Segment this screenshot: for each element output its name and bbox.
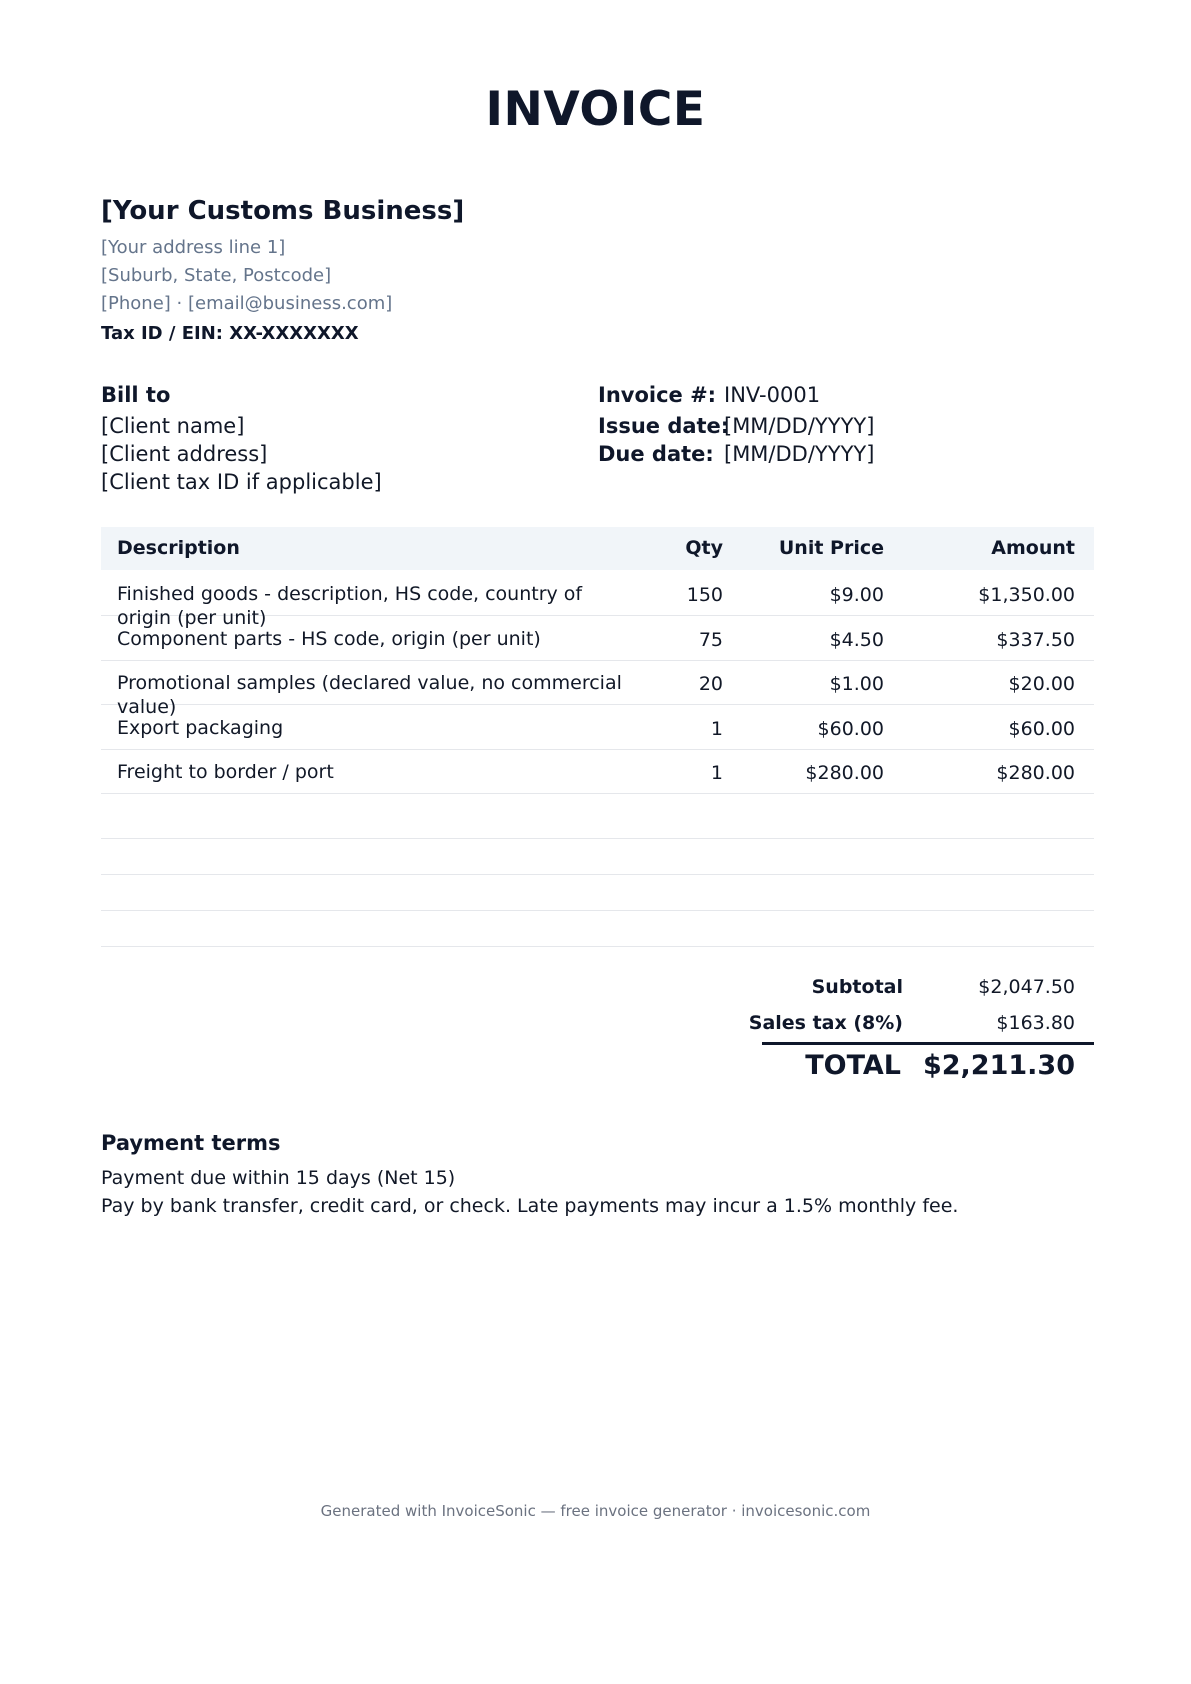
table-row [101, 660, 1094, 718]
row-amount: $60.00 [1008, 718, 1075, 740]
invoice-title: INVOICE [485, 82, 706, 137]
invoice-number-label: Invoice #: [598, 383, 717, 407]
header-unit-price: Unit Price [778, 537, 884, 559]
payment-terms-heading: Payment terms [101, 1131, 281, 1155]
row-qty: 1 [710, 762, 723, 784]
totals-divider [762, 1042, 1094, 1045]
tax-label: Sales tax (8%) [748, 1012, 903, 1034]
issue-date-value: [MM/DD/YYYY] [724, 414, 875, 438]
empty-table-row [101, 794, 1094, 839]
row-description: Promotional samples (declared value, no commercial value) [117, 672, 622, 718]
client-name: [Client name] [101, 414, 245, 438]
table-row [101, 749, 1094, 794]
row-unit-price: $1.00 [829, 673, 884, 695]
row-qty: 20 [698, 673, 723, 695]
client-tax-id: [Client tax ID if applicable] [101, 470, 382, 494]
table-row [101, 571, 1094, 629]
tax-value: $163.80 [996, 1012, 1075, 1034]
items-table-header [101, 527, 1094, 570]
row-amount: $280.00 [996, 762, 1075, 784]
issue-date-label: Issue date: [598, 414, 730, 438]
table-row [101, 616, 1094, 661]
payment-terms-line-1: Payment due within 15 days (Net 15) [101, 1167, 456, 1189]
empty-table-row [101, 839, 1094, 875]
header-amount: Amount [991, 537, 1075, 559]
row-unit-price: $60.00 [817, 718, 884, 740]
due-date-label: Due date: [598, 442, 714, 466]
row-amount: $20.00 [1008, 673, 1075, 695]
row-amount: $337.50 [996, 629, 1075, 651]
subtotal-value: $2,047.50 [978, 976, 1075, 998]
row-description: Finished goods - description, HS code, country of origin (per unit) [117, 583, 583, 629]
due-date-value: [MM/DD/YYYY] [724, 442, 875, 466]
row-description: Export packaging [117, 717, 284, 739]
row-amount: $1,350.00 [978, 584, 1075, 606]
empty-table-row [101, 911, 1094, 947]
row-qty: 75 [698, 629, 723, 651]
row-qty: 1 [710, 718, 723, 740]
row-description: Freight to border / port [117, 761, 334, 783]
client-address: [Client address] [101, 442, 268, 466]
invoice-number-value: INV-0001 [724, 383, 821, 407]
business-address-line-1: [Your address line 1] [101, 237, 286, 258]
header-qty: Qty [685, 537, 723, 559]
row-qty: 150 [686, 584, 723, 606]
total-value: $2,211.30 [922, 1050, 1075, 1081]
footer-text: Generated with InvoiceSonic — free invoice generator · invoicesonic.com [320, 1502, 871, 1520]
business-name: [Your Customs Business] [101, 196, 465, 226]
business-address-line-2: [Suburb, State, Postcode] [101, 265, 332, 286]
subtotal-label: Subtotal [811, 976, 903, 998]
header-description: Description [117, 537, 240, 559]
table-row [101, 705, 1094, 750]
row-unit-price: $9.00 [829, 584, 884, 606]
business-contact: [Phone] · [email@business.com] [101, 293, 393, 314]
payment-terms-line-2: Pay by bank transfer, credit card, or check. Late payments may incur a 1.5% monthly fee. [101, 1195, 959, 1217]
row-unit-price: $280.00 [805, 762, 884, 784]
total-label: TOTAL [805, 1050, 901, 1081]
row-description: Component parts - HS code, origin (per unit) [117, 628, 541, 650]
empty-table-row [101, 875, 1094, 911]
business-tax-id: Tax ID / EIN: XX-XXXXXXX [101, 323, 359, 344]
row-unit-price: $4.50 [829, 629, 884, 651]
bill-to-heading: Bill to [101, 383, 171, 407]
